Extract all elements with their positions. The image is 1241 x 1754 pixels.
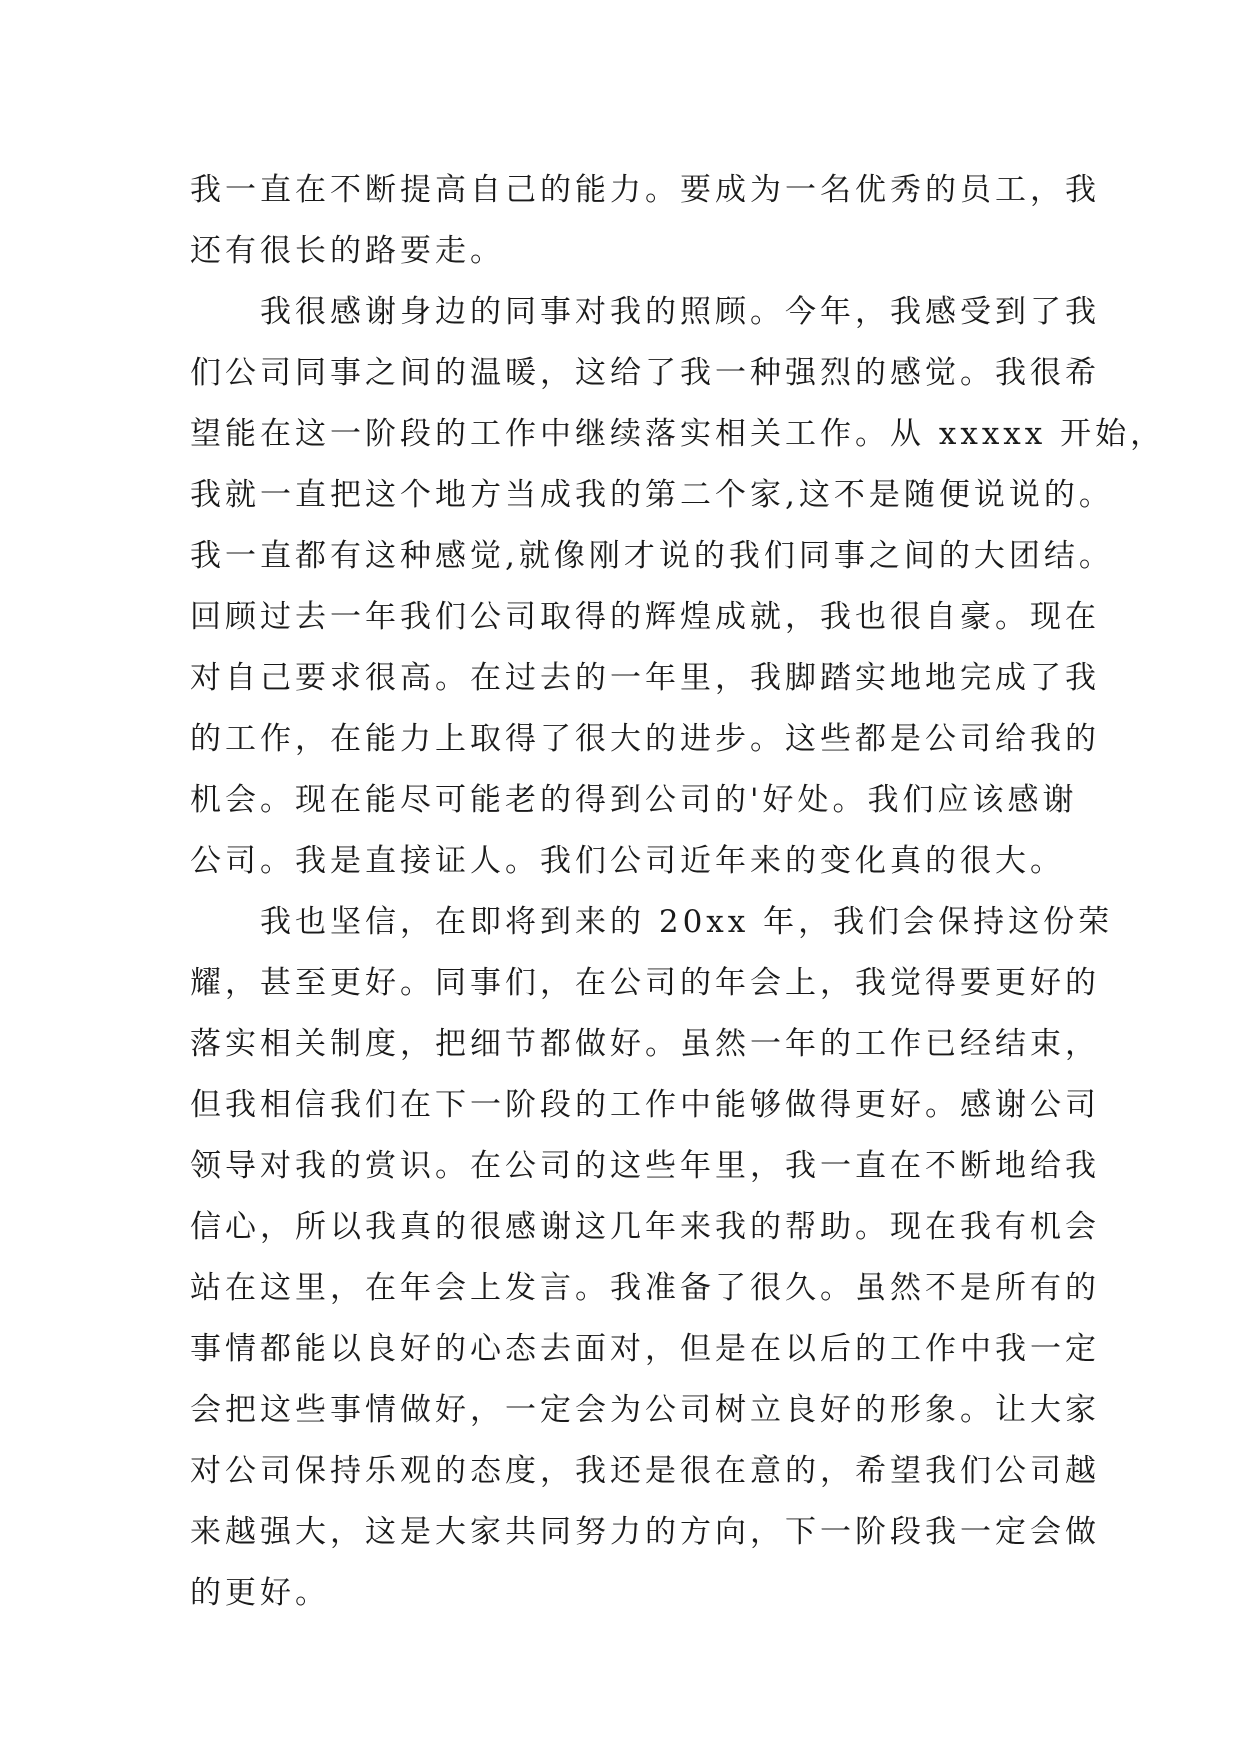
text-line: 落实相关制度，把细节都做好。虽然一年的工作已经结束， (190, 1026, 1100, 1062)
text-line: 们公司同事之间的温暖，这给了我一种强烈的感觉。我很希 (190, 355, 1100, 391)
text-line: 会把这些事情做好，一定会为公司树立良好的形象。让大家 (190, 1392, 1100, 1428)
text-line: 回顾过去一年我们公司取得的辉煌成就，我也很自豪。现在 (190, 599, 1100, 635)
text-line: 耀，甚至更好。同事们，在公司的年会上，我觉得要更好的 (190, 965, 1100, 1001)
text-line: 我很感谢身边的同事对我的照顾。今年，我感受到了我 (190, 294, 1100, 330)
text-line: 站在这里，在年会上发言。我准备了很久。虽然不是所有的 (190, 1270, 1100, 1306)
text-line: 事情都能以良好的心态去面对，但是在以后的工作中我一定 (190, 1331, 1100, 1367)
text-line: 我一直都有这种感觉,就像刚才说的我们同事之间的大团结。 (190, 538, 1114, 574)
text-line: 我也坚信，在即将到来的 20xx 年，我们会保持这份荣 (190, 904, 1114, 940)
text-line: 我一直在不断提高自己的能力。要成为一名优秀的员工，我 (190, 172, 1100, 208)
text-line: 领导对我的赏识。在公司的这些年里，我一直在不断地给我 (190, 1148, 1100, 1184)
text-line: 还有很长的路要走。 (190, 233, 505, 269)
text-line: 对公司保持乐观的态度，我还是很在意的，希望我们公司越 (190, 1453, 1100, 1489)
text-line: 我就一直把这个地方当成我的第二个家,这不是随便说说的。 (190, 477, 1114, 513)
text-line: 公司。我是直接证人。我们公司近年来的变化真的很大。 (190, 843, 1065, 879)
text-line: 对自己要求很高。在过去的一年里，我脚踏实地地完成了我 (190, 660, 1100, 696)
text-line: 的工作，在能力上取得了很大的进步。这些都是公司给我的 (190, 721, 1100, 757)
text-line: 但我相信我们在下一阶段的工作中能够做得更好。感谢公司 (190, 1087, 1100, 1123)
text-line: 信心，所以我真的很感谢这几年来我的帮助。现在我有机会 (190, 1209, 1100, 1245)
text-line: 机会。现在能尽可能老的得到公司的'好处。我们应该感谢 (190, 782, 1078, 818)
text-line: 来越强大，这是大家共同努力的方向，下一阶段我一定会做 (190, 1514, 1100, 1550)
text-line: 的更好。 (190, 1575, 330, 1611)
text-line: 望能在这一阶段的工作中继续落实相关工作。从 xxxxx 开始， (190, 416, 1166, 452)
document-body (190, 160, 1166, 1624)
